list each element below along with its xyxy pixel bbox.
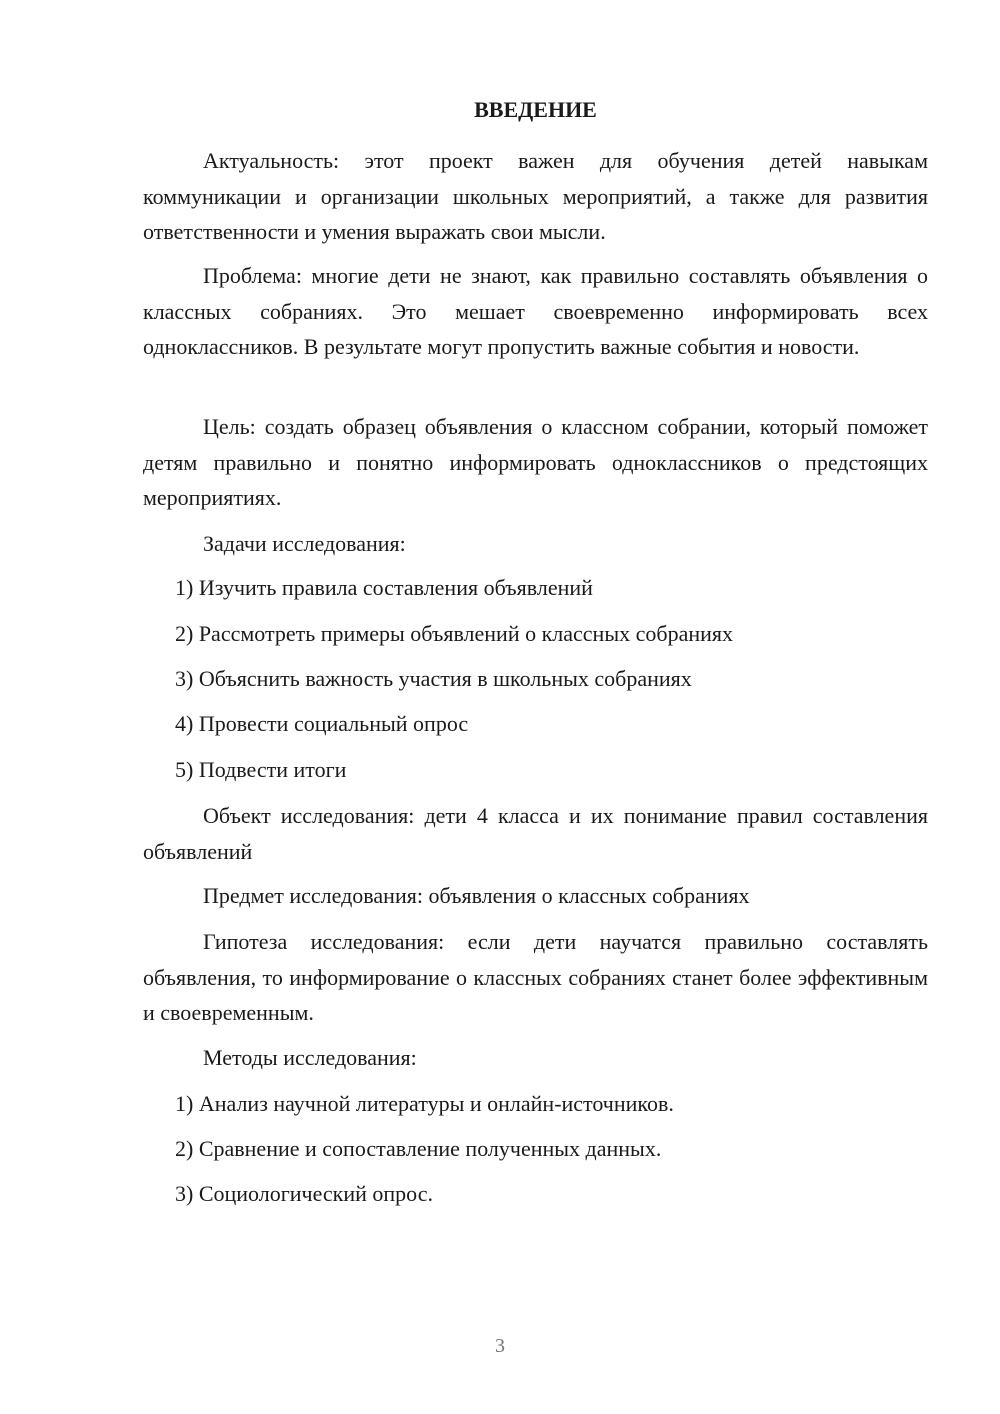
task-item: 2) Рассмотреть примеры объявлений о классных собраниях bbox=[175, 621, 734, 646]
hypothesis-paragraph: Гипотеза исследования: если дети научатся правильно составлять объявления, то информирование о классных собраниях станет более эффективным и своевременным. bbox=[143, 929, 928, 1025]
subject-paragraph: Предмет исследования: объявления о классных собраниях bbox=[203, 883, 750, 908]
page-number: 3 bbox=[495, 1335, 505, 1357]
task-item: 3) Объяснить важность участия в школьных собраниях bbox=[175, 666, 692, 691]
method-item: 1) Анализ научной литературы и онлайн-источников. bbox=[175, 1091, 674, 1116]
task-item: 4) Провести социальный опрос bbox=[175, 711, 469, 736]
object-paragraph: Объект исследования: дети 4 класса и их понимание правил составления объявлений bbox=[143, 803, 928, 864]
method-item: 3) Социологический опрос. bbox=[175, 1181, 433, 1206]
methods-heading: Методы исследования: bbox=[203, 1045, 417, 1070]
problem-paragraph: Проблема: многие дети не знают, как правильно составлять объявления о классных собраниях. Это мешает своевременно информировать всех одноклассников. В результате могут пропустить важные события и новости. bbox=[143, 263, 928, 359]
task-item: 1) Изучить правила составления объявлений bbox=[175, 575, 593, 600]
section-title: ВВЕДЕНИЕ bbox=[474, 97, 597, 122]
task-item: 5) Подвести итоги bbox=[175, 757, 347, 782]
method-item: 2) Сравнение и сопоставление полученных данных. bbox=[175, 1136, 662, 1161]
relevance-paragraph: Актуальность: этот проект важен для обучения детей навыкам коммуникации и организации школьных мероприятий, а также для развития ответственности и умения выражать свои мысли. bbox=[143, 148, 928, 244]
tasks-heading: Задачи исследования: bbox=[203, 531, 406, 556]
goal-paragraph: Цель: создать образец объявления о классном собрании, который поможет детям правильно и понятно информировать одноклассников о предстоящих мероприятиях. bbox=[143, 414, 928, 510]
